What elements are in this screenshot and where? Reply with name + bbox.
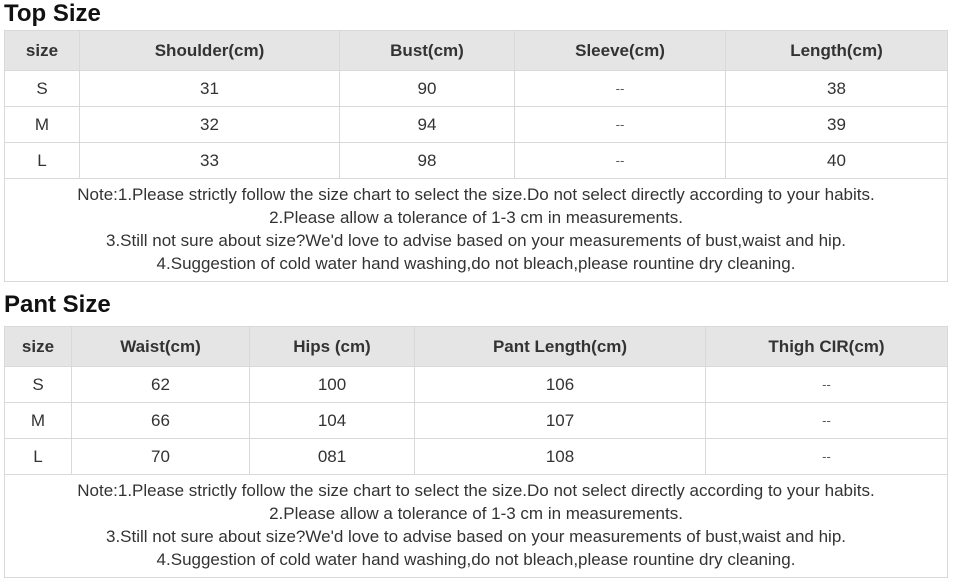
size-note [5, 179, 948, 282]
size-note [5, 475, 948, 578]
column-header: Sleeve(cm) [515, 31, 726, 71]
table-cell: 94 [340, 107, 515, 143]
table-cell: 108 [415, 439, 706, 475]
table-cell: 39 [726, 107, 948, 143]
column-header: Length(cm) [726, 31, 948, 71]
table-cell: -- [706, 403, 948, 439]
table-row [5, 367, 948, 403]
column-header: Shoulder(cm) [80, 31, 340, 71]
table-header-row [5, 31, 948, 71]
table-cell: 66 [72, 403, 250, 439]
table-cell: L [5, 143, 80, 179]
table-cell: 62 [72, 367, 250, 403]
table-cell: M [5, 107, 80, 143]
note-line: 3.Still not sure about size?We'd love to advise based on your measurements of bust,waist and hip. [105, 231, 846, 250]
table-cell: 100 [250, 367, 415, 403]
table-cell: S [5, 367, 72, 403]
table-row [5, 71, 948, 107]
table-cell: 107 [415, 403, 706, 439]
table-cell: -- [706, 439, 948, 475]
table-cell: -- [515, 107, 726, 143]
table-cell: 32 [80, 107, 340, 143]
top-size-table [4, 30, 948, 282]
note-line: 2.Please allow a tolerance of 1-3 cm in measurements. [269, 504, 683, 523]
table-header-row [5, 327, 948, 367]
table-cell: L [5, 439, 72, 475]
table-cell: S [5, 71, 80, 107]
table-row [5, 439, 948, 475]
table-cell: 40 [726, 143, 948, 179]
table-cell: 98 [340, 143, 515, 179]
note-line: 2.Please allow a tolerance of 1-3 cm in measurements. [269, 208, 683, 227]
column-header: Bust(cm) [340, 31, 515, 71]
table-cell: 104 [250, 403, 415, 439]
table-cell: 31 [80, 71, 340, 107]
column-header: Hips (cm) [250, 327, 415, 367]
pant-size-table [4, 326, 948, 578]
table-cell: 33 [80, 143, 340, 179]
column-header: Waist(cm) [72, 327, 250, 367]
table-cell: M [5, 403, 72, 439]
note-line: 3.Still not sure about size?We'd love to advise based on your measurements of bust,waist and hip. [105, 527, 846, 546]
table-cell: 106 [415, 367, 706, 403]
column-header: Thigh CIR(cm) [706, 327, 948, 367]
table-row [5, 143, 948, 179]
column-header: size [5, 31, 80, 71]
table-cell: -- [706, 367, 948, 403]
table-cell: 38 [726, 71, 948, 107]
note-line: 4.Suggestion of cold water hand washing,do not bleach,please rountine dry cleaning. [156, 254, 796, 273]
note-line: Note:1.Please strictly follow the size chart to select the size.Do not select directly according to your habits. [77, 481, 875, 500]
table-row [5, 107, 948, 143]
table-cell: -- [515, 143, 726, 179]
pant-size-title: Pant Size [4, 291, 111, 318]
table-cell: 081 [250, 439, 415, 475]
column-header: size [5, 327, 72, 367]
note-line: 4.Suggestion of cold water hand washing,do not bleach,please rountine dry cleaning. [156, 550, 796, 569]
table-row [5, 403, 948, 439]
table-cell: 70 [72, 439, 250, 475]
note-row [5, 475, 948, 578]
note-row [5, 179, 948, 282]
note-line: Note:1.Please strictly follow the size chart to select the size.Do not select directly according to your habits. [77, 185, 875, 204]
column-header: Pant Length(cm) [415, 327, 706, 367]
top-size-title: Top Size [4, 0, 101, 27]
table-cell: 90 [340, 71, 515, 107]
table-cell: -- [515, 71, 726, 107]
